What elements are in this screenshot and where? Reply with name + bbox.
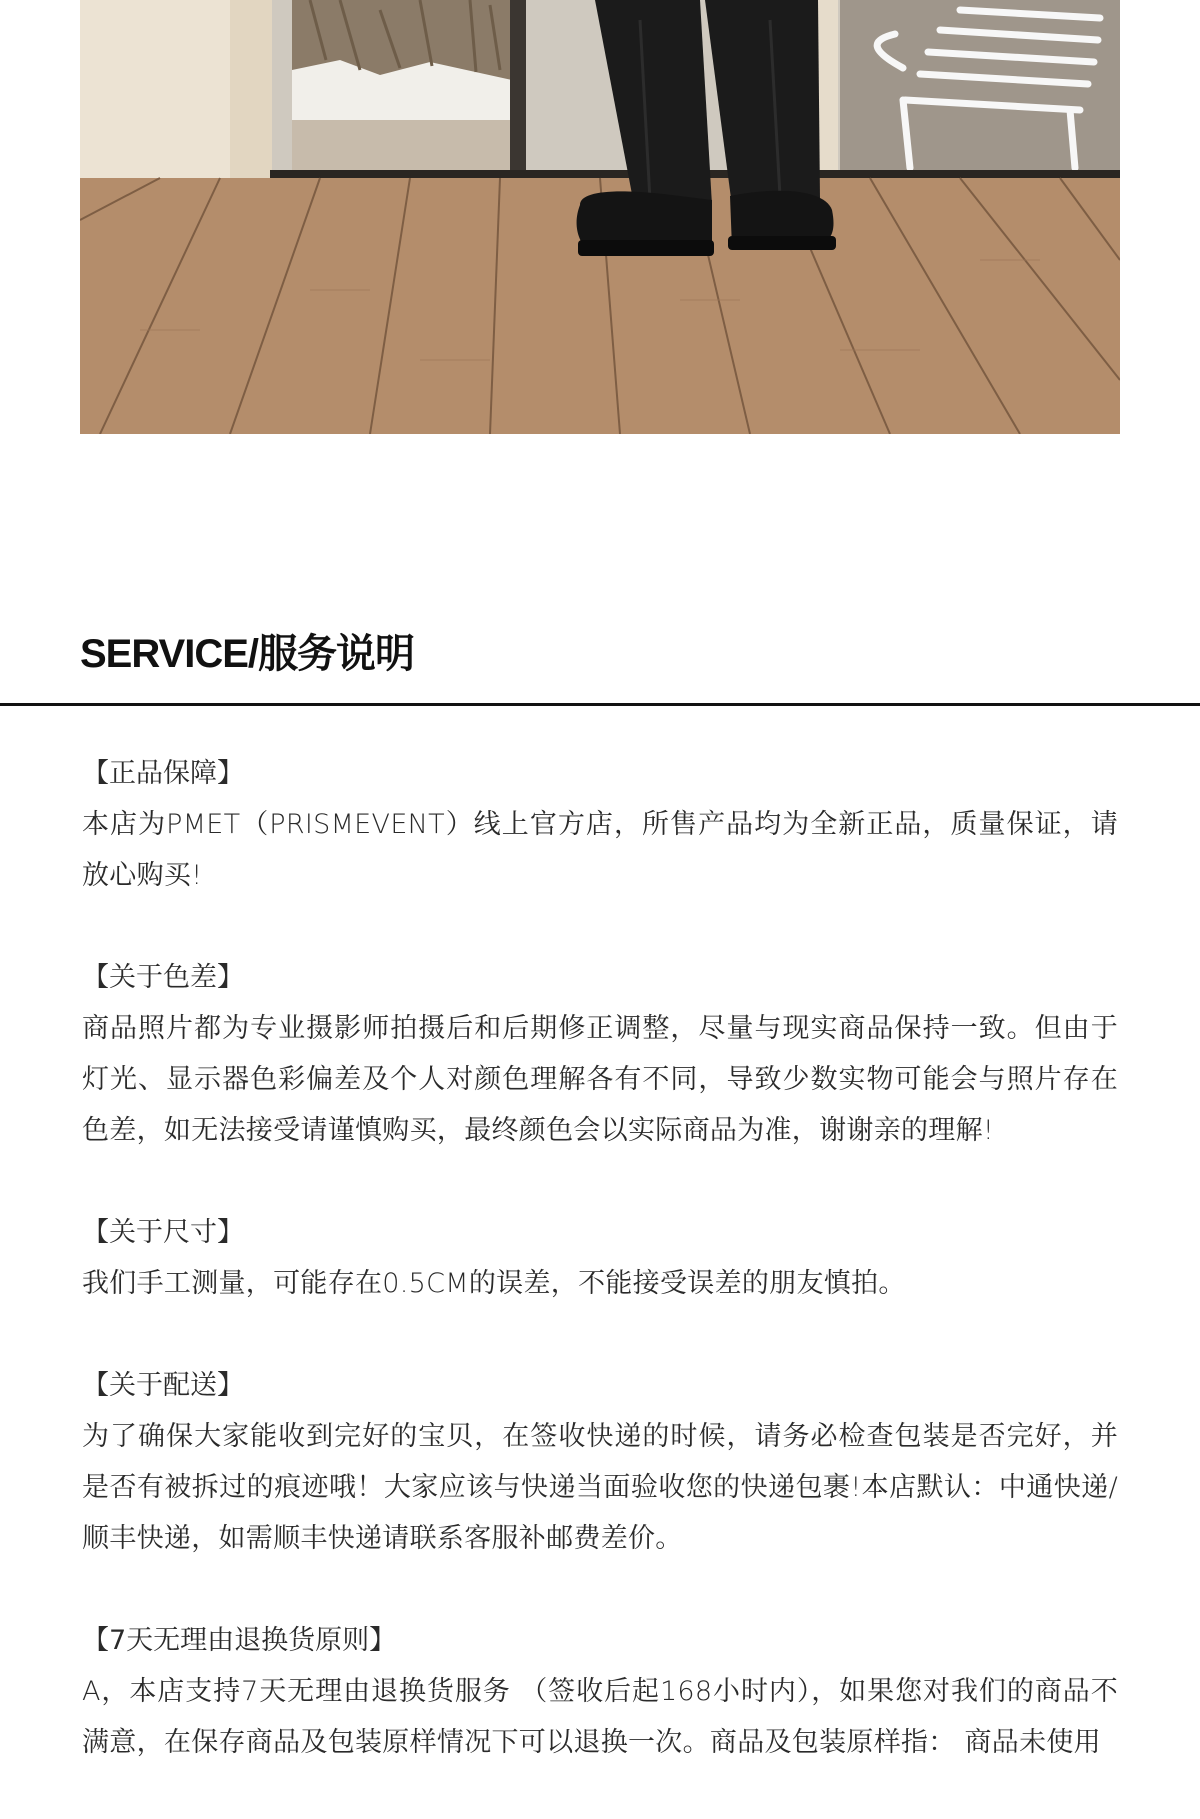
section-size xyxy=(82,1207,1118,1309)
section-body: A，本店支持7天无理由退换货服务 （签收后起168小时内），如果您对我们的商品不满意，在保存商品及包装原样情况下可以退换一次。商品及包装原样指： 商品未使用 xyxy=(82,1676,1118,1758)
section-heading: 【关于配送】 xyxy=(82,1370,244,1401)
section-color-difference xyxy=(82,952,1118,1156)
section-heading: 【7天无理由退换货原则】 xyxy=(82,1625,397,1656)
section-delivery xyxy=(82,1360,1118,1564)
section-heading: 【关于尺寸】 xyxy=(82,1217,244,1248)
section-body: 为了确保大家能收到完好的宝贝，在签收快递的时候，请务必检查包装是否完好，并是否有被拆过的痕迹哦！大家应该与快递当面验收您的快递包裹!本店默认：中通快递/顺丰快递，如需顺丰快递请联系客服补邮费差价。 xyxy=(82,1421,1118,1554)
section-body: 商品照片都为专业摄影师拍摄后和后期修正调整，尽量与现实商品保持一致。但由于灯光、显示器色彩偏差及个人对颜色理解各有不同，导致少数实物可能会与照片存在色差，如无法接受请谨慎购买，最终颜色会以实际商品为准，谢谢亲的理解! xyxy=(82,1013,1118,1146)
section-return-policy xyxy=(82,1615,1118,1768)
porch-photo-illustration xyxy=(80,0,1120,434)
service-content xyxy=(82,748,1118,1819)
section-body: 我们手工测量，可能存在0.5CM的误差，不能接受误差的朋友慎拍。 xyxy=(82,1268,906,1299)
section-heading: 【正品保障】 xyxy=(82,758,244,789)
section-body: 本店为PMET（PRISMEVENT）线上官方店，所售产品均为全新正品，质量保证，请放心购买! xyxy=(82,809,1118,891)
title-divider xyxy=(0,703,1200,706)
section-authentic-guarantee xyxy=(82,748,1118,901)
section-heading: 【关于色差】 xyxy=(82,962,244,993)
service-title: SERVICE/服务说明 xyxy=(80,632,414,676)
product-photo xyxy=(80,0,1120,434)
